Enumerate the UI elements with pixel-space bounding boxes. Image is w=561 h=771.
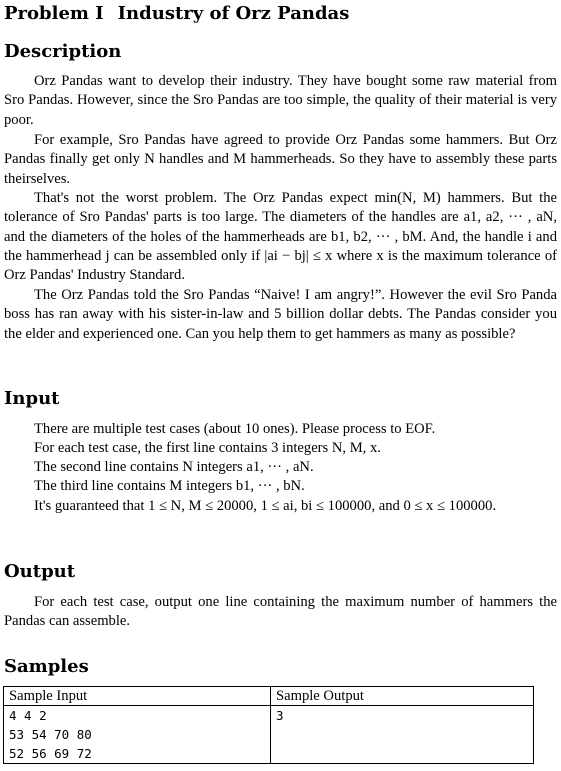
description-paragraph-4: The Orz Pandas told the Sro Pandas “Naive! I am angry!”. However the evil Sro Panda boss has ran away with his sister-in-law and 5 billion dollar debts. The Pandas consider you the elder and experienced one. Can you help them to get hammers as many as possible?: [4, 287, 557, 342]
problem-title: [4, 2, 349, 26]
problem-name: Industry of Orz Pandas: [117, 3, 350, 24]
output-paragraph-1: For each test case, output one line containing the maximum number of hammers the Pandas can assemble.: [4, 594, 557, 630]
sample-input-text: 4 4 2 53 54 70 80 52 56 69 72: [4, 706, 271, 764]
sample-input-header: Sample Input: [4, 687, 271, 706]
description-heading: Description: [4, 41, 122, 62]
input-paragraph-3: The second line contains N integers a1, ··· , aN.: [34, 459, 314, 475]
input-heading: Input: [4, 388, 60, 409]
input-paragraph-5: It's guaranteed that 1 ≤ N, M ≤ 20000, 1 ≤ ai, bi ≤ 100000, and 0 ≤ x ≤ 100000.: [34, 498, 497, 514]
input-paragraph-1: There are multiple test cases (about 10 ones). Please process to EOF.: [34, 421, 436, 437]
sample-output-header: Sample Output: [271, 687, 534, 706]
input-paragraph-2: For each test case, the first line contains 3 integers N, M, x.: [34, 440, 381, 456]
output-heading: Output: [4, 561, 76, 582]
samples-table: [3, 686, 534, 764]
description-paragraph-2: For example, Sro Pandas have agreed to provide Orz Pandas some hammers. But Orz Pandas finally get only N handles and M hammerheads. So they have to assembly these parts theirselves.: [4, 132, 557, 187]
description-paragraph-1: Orz Pandas want to develop their industry. They have bought some raw material from Sro Pandas. However, since the Sro Pandas are too simple, the quality of their material is very poor.: [4, 73, 557, 128]
samples-header-row: [4, 687, 534, 706]
samples-content-row: [4, 706, 534, 764]
input-paragraph-4: The third line contains M integers b1, ··· , bN.: [34, 478, 305, 494]
problem-label: Problem I: [4, 3, 104, 24]
description-paragraph-3: That's not the worst problem. The Orz Pandas expect min(N, M) hammers. But the tolerance of Sro Pandas' parts is too large. The diameters of the handles are a1, a2, ··· , aN, and the diameters of the holes of the hammerheads are b1, b2, ··· , bM. And, the handle i and the hammerhead j can be assembled only if |ai − bj| ≤ x where x is the maximum tolerance of Orz Pandas' Industry Standard.: [4, 190, 557, 284]
samples-heading: Samples: [4, 656, 89, 677]
sample-output-text: 3: [271, 706, 534, 764]
